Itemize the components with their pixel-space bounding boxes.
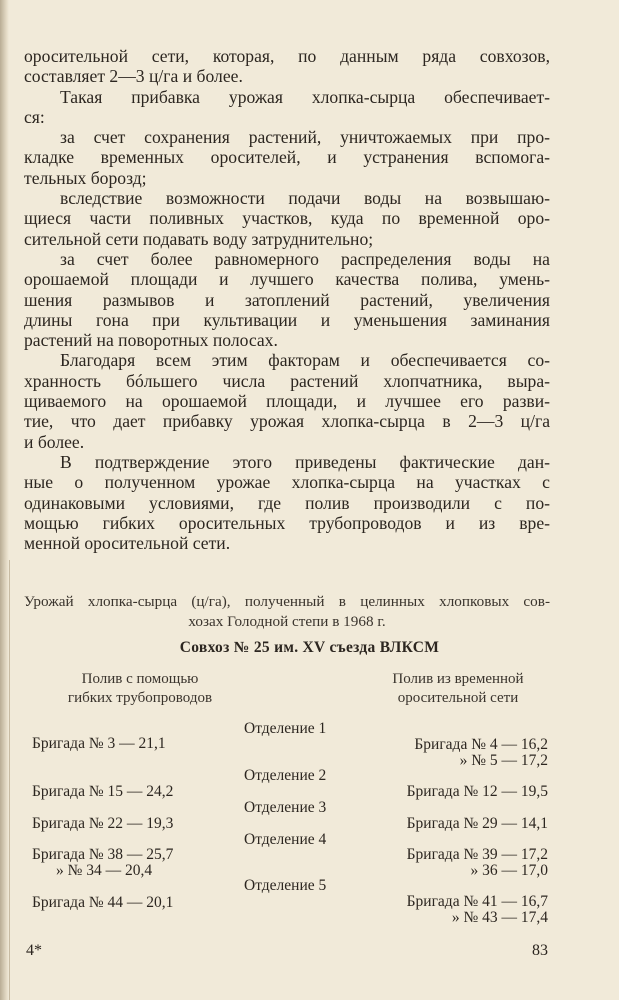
right-cell: Бригада № 41 — 16,7 (406, 893, 548, 910)
text-line: Такая прибавка урожая хлопка-сырца обеспечивает- (60, 86, 550, 107)
right-cell: Бригада № 4 — 16,2 (414, 736, 548, 753)
left-cell: » № 34 — 20,4 (56, 862, 153, 879)
right-cell: » № 43 — 17,4 (451, 909, 548, 926)
left-cell: Бригада № 3 — 21,1 (32, 735, 166, 752)
right-cell: » № 5 — 17,2 (459, 752, 548, 769)
right-cell: Бригада № 12 — 19,5 (406, 783, 548, 800)
column-header-line: Полив с помощью (81, 671, 199, 687)
caption-line: хозах Голодной степи в 1968 г. (188, 613, 386, 630)
left-cell: Бригада № 15 — 24,2 (32, 783, 174, 800)
paragraph-5 (24, 249, 550, 350)
text-line: растений на поворотных полосах. (24, 330, 278, 351)
paragraph-2 (24, 87, 550, 128)
column-header-line: гибких трубопроводов (67, 690, 213, 706)
column-header-temporary-network (368, 670, 548, 708)
text-line: составляет 2—3 ц/га и более. (24, 66, 243, 87)
section-label: Отделение 5 (244, 877, 327, 894)
text-line: и более. (24, 431, 85, 452)
caption-line: Урожай хлопка-сырца (ц/га), полученный в целинных хлопковых сов- (24, 593, 550, 610)
right-cell: Бригада № 29 — 14,1 (406, 815, 548, 832)
section-label: Отделение 4 (244, 831, 327, 848)
text-line: за счет более равномерного распределения воды на (60, 248, 550, 269)
left-cell: Бригада № 22 — 19,3 (32, 815, 174, 832)
left-cell: Бригада № 38 — 25,7 (32, 846, 174, 863)
page-binding-line (9, 560, 10, 1000)
text-line: за счет сохранения растений, уничтожаемых при про- (60, 127, 550, 148)
text-line: мощью гибких оросительных трубопроводов и из вре- (24, 512, 550, 533)
text-line: оросительной сети, которая, по данным ряда совхозов, (24, 46, 550, 66)
column-header-line: оросительной сети (397, 690, 519, 706)
text-line: В подтверждение этого приведены фактические дан- (60, 451, 550, 472)
text-line: вследствие возможности подачи воды на возвышаю- (60, 188, 550, 209)
left-cell: Бригада № 44 — 20,1 (32, 894, 174, 911)
text-line: длины гона при культивации и уменьшения заминания (24, 309, 550, 330)
text-line: одинаковыми условиями, где полив производили с по- (24, 492, 550, 513)
text-line: ные о полученном урожае хлопка-сырца на участках с (24, 472, 550, 493)
text-line: орошаемой площади и лучшего качества полива, умень- (24, 269, 550, 290)
text-line: тие, что дает прибавку урожая хлопка-сырца в 2—3 ц/га (24, 411, 550, 432)
page-binding-shadow (0, 0, 9, 1000)
signature-mark: 4* (26, 942, 42, 959)
text-line: хранность бóльшего числа растений хлопчатника, выра- (24, 370, 550, 391)
column-header-flexible-pipes (40, 670, 240, 708)
text-line: щиваемого на орошаемой площади, и лучшее его разви- (24, 391, 550, 412)
right-cell: Бригада № 39 — 17,2 (406, 846, 548, 863)
paragraph-1 (24, 46, 550, 87)
table-subtitle: Совхоз № 25 им. XV съезда ВЛКСМ (179, 639, 440, 656)
text-line: шения размывов и затоплений растений, увеличения (24, 289, 550, 310)
column-header-line: Полив из временной (392, 671, 524, 687)
text-line: щиеся части поливных участков, куда по временной оро- (24, 208, 550, 229)
body-text (24, 46, 550, 553)
text-line: тельных борозд; (24, 167, 147, 188)
section-label: Отделение 2 (244, 767, 327, 784)
text-line: кладке временных оросителей, и устранения вспомога- (24, 147, 550, 168)
text-line: ся: (24, 106, 45, 127)
text-line: Благодаря всем этим факторам и обеспечивается со- (60, 350, 550, 371)
table-caption (24, 592, 550, 632)
paragraph-4 (24, 188, 550, 249)
paragraph-6 (24, 350, 550, 451)
right-cell: » 36 — 17,0 (470, 862, 548, 879)
text-line: сительной сети подавать воду затруднительно; (24, 228, 374, 249)
section-label: Отделение 1 (244, 720, 327, 737)
paragraph-7 (24, 452, 550, 553)
section-label: Отделение 3 (244, 799, 327, 816)
paragraph-3 (24, 127, 550, 188)
text-line: менной оросительной сети. (24, 533, 231, 554)
page-number: 83 (532, 942, 548, 959)
